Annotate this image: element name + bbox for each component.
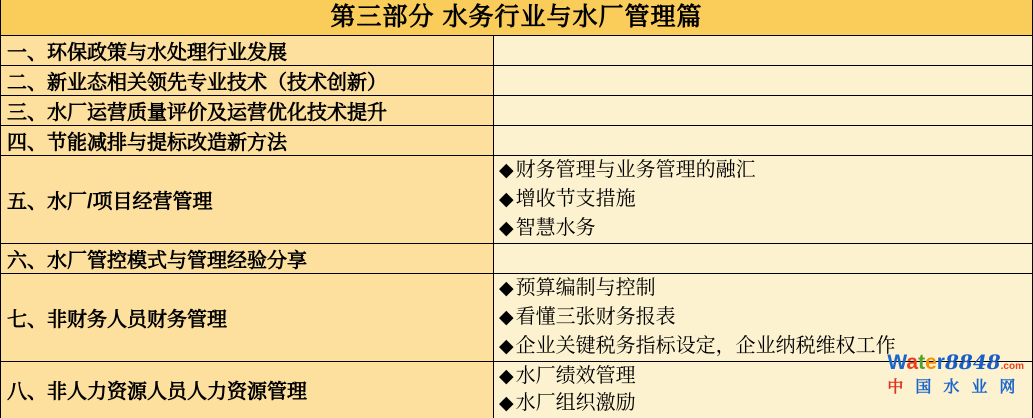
bullet-item <box>494 185 1032 214</box>
bullet-item-text: 看懂三张财务报表 <box>515 306 676 328</box>
table-row <box>1 156 1033 244</box>
diamond-bullet-icon: ◆ <box>499 307 514 328</box>
table-row <box>1 36 1033 66</box>
brand-suffix: .com <box>1000 361 1024 372</box>
brand-letter: e <box>925 351 937 374</box>
bullet-item <box>494 156 1032 185</box>
topic-cell <box>1 36 494 66</box>
topic-label: 一、环保政策与水处理行业发展 <box>7 42 287 64</box>
water8848-watermark-logo <box>887 352 1024 397</box>
diamond-bullet-icon: ◆ <box>499 336 514 357</box>
topic-label: 四、节能减排与提标改造新方法 <box>7 132 287 154</box>
table-header-row <box>1 0 1033 36</box>
bullet-item-text: 智慧水务 <box>515 217 596 239</box>
tagline-char: 业 <box>971 379 988 396</box>
details-cell <box>494 126 1033 156</box>
topic-cell <box>1 126 494 156</box>
topic-label: 五、水厂/项目经营管理 <box>7 191 213 213</box>
tagline-char: 中 <box>887 379 904 396</box>
tagline-char: 国 <box>915 379 932 396</box>
table-row <box>1 96 1033 126</box>
tagline-char: 水 <box>943 379 960 396</box>
watermark-brand <box>887 352 1024 377</box>
topic-cell <box>1 362 494 418</box>
bullet-item-text: 水厂组织激励 <box>515 391 636 414</box>
section-title: 第三部分 水务行业与水厂管理篇 <box>330 3 703 31</box>
topic-label: 七、非财务人员财务管理 <box>7 309 227 331</box>
bullet-item-text: 增收节支措施 <box>515 188 636 210</box>
bullet-item-text: 预算编制与控制 <box>515 277 656 299</box>
tagline-char: 网 <box>999 379 1016 396</box>
diamond-bullet-icon: ◆ <box>499 160 514 181</box>
topic-label: 二、新业态相关领先专业技术（技术创新） <box>7 72 387 94</box>
watermark-tagline <box>887 379 1015 397</box>
bullet-item-text: 企业关键税务指标设定，企业纳税维权工作 <box>515 335 896 357</box>
brand-letter: r <box>936 351 945 374</box>
details-cell <box>494 156 1033 244</box>
topic-cell <box>1 66 494 96</box>
topic-cell <box>1 274 494 362</box>
topic-label: 三、水厂运营质量评价及运营优化技术提升 <box>7 102 387 124</box>
topic-label: 六、水厂管控模式与管理经验分享 <box>7 250 307 272</box>
details-cell <box>494 66 1033 96</box>
brand-letter: t <box>918 351 926 374</box>
table-row <box>1 274 1033 362</box>
details-cell <box>494 36 1033 66</box>
topic-cell <box>1 244 494 274</box>
brand-letter: W <box>887 351 907 374</box>
bullet-item <box>494 303 1032 332</box>
brand-number: 8848 <box>944 350 1001 374</box>
diamond-bullet-icon: ◆ <box>499 218 514 239</box>
table-row <box>1 66 1033 96</box>
bullet-item-text: 水厂绩效管理 <box>515 364 636 387</box>
section-header-cell <box>1 0 1033 36</box>
table-row <box>1 126 1033 156</box>
bullet-item <box>494 274 1032 303</box>
topic-label: 八、非人力资源人员人力资源管理 <box>7 381 307 404</box>
bullet-item-text: 财务管理与业务管理的融汇 <box>515 159 756 181</box>
details-cell <box>494 244 1033 274</box>
bullet-item <box>494 214 1032 243</box>
details-cell <box>494 274 1033 362</box>
diamond-bullet-icon: ◆ <box>499 278 514 299</box>
diamond-bullet-icon: ◆ <box>499 365 514 387</box>
topic-cell <box>1 96 494 126</box>
topic-cell <box>1 156 494 244</box>
brand-letter: a <box>906 351 919 374</box>
diamond-bullet-icon: ◆ <box>499 392 514 414</box>
table-row <box>1 362 1033 418</box>
diamond-bullet-icon: ◆ <box>499 189 514 210</box>
details-cell <box>494 96 1033 126</box>
table-row <box>1 244 1033 274</box>
